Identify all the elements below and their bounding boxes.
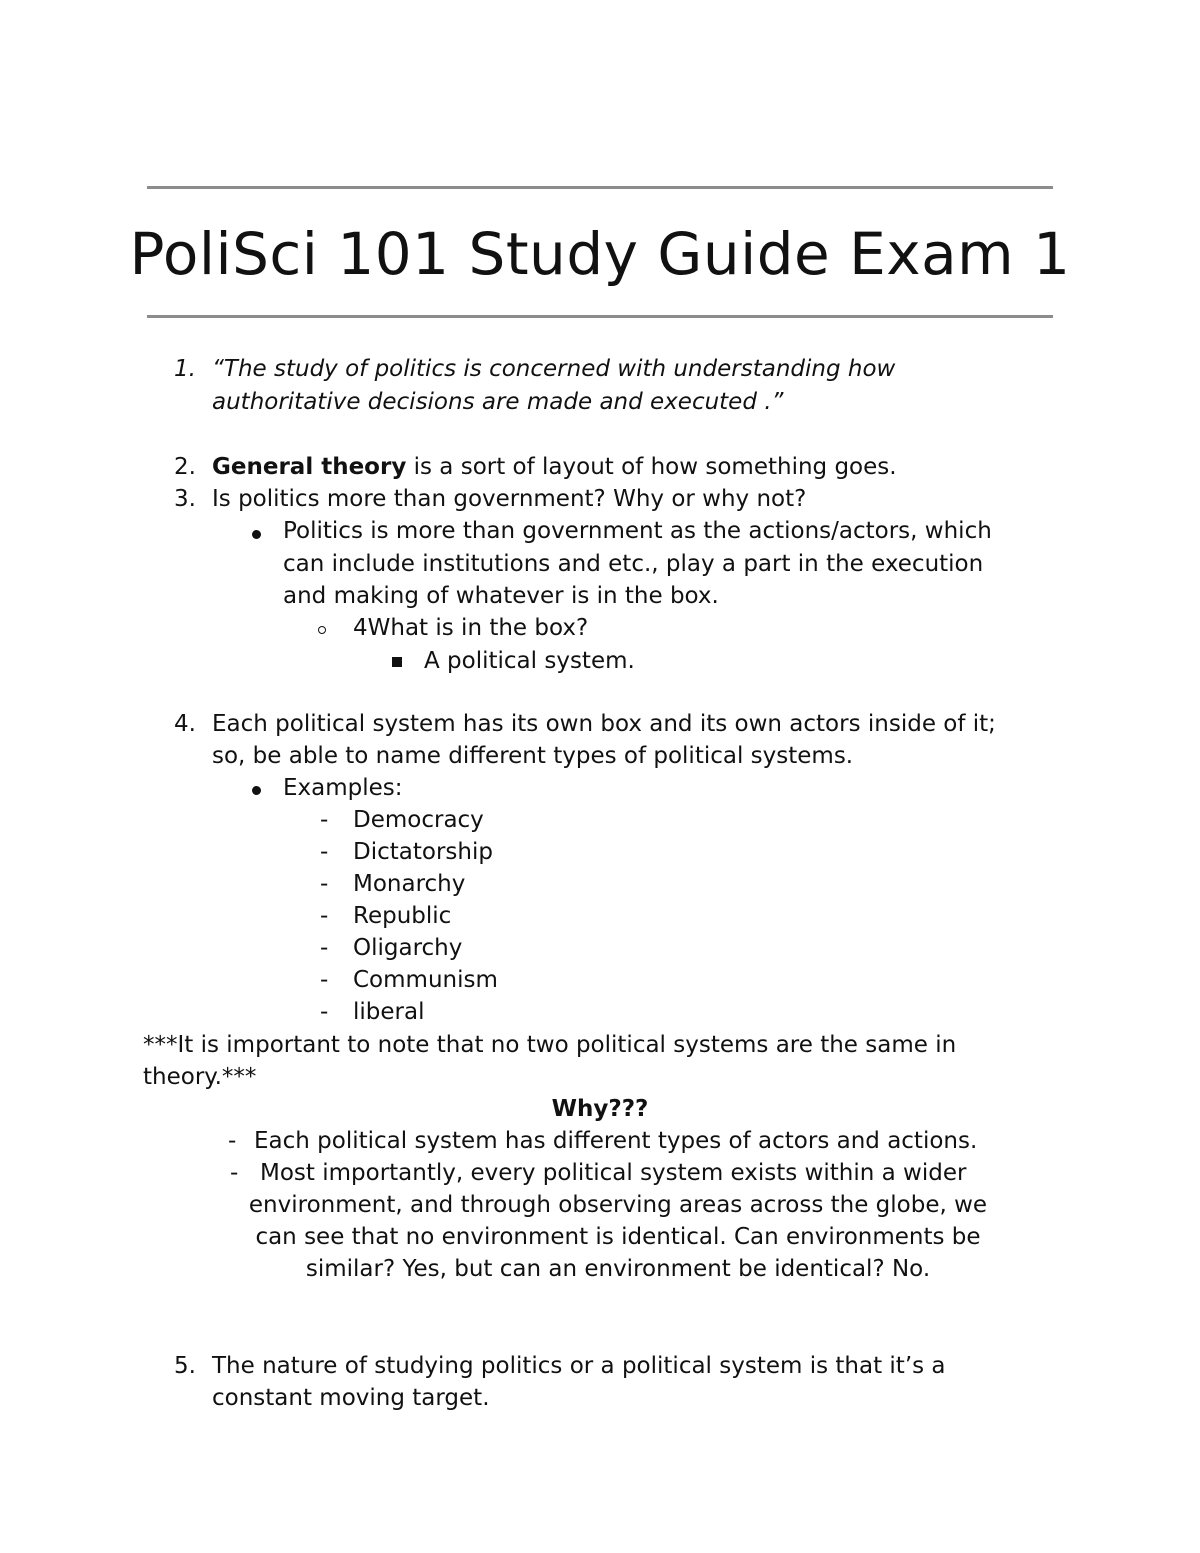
- note-line-2: theory.***: [143, 1064, 257, 1090]
- top-rule: [147, 186, 1053, 189]
- dash-icon: -: [320, 967, 329, 993]
- example-item: Communism: [353, 967, 498, 993]
- item-4-line-2: so, be able to name different types of political systems.: [212, 743, 854, 769]
- bottom-rule: [147, 315, 1053, 318]
- page-title: PoliSci 101 Study Guide Exam 1: [129, 220, 1071, 288]
- item-3-number: 3.: [174, 486, 196, 512]
- dash-icon: -: [230, 1160, 239, 1186]
- reason-1: Each political system has different types of actors and actions.: [254, 1128, 978, 1154]
- dash-icon: -: [320, 807, 329, 833]
- example-item: Republic: [353, 903, 452, 929]
- item-1-line-1: “The study of politics is concerned with understanding how: [212, 356, 896, 382]
- item-1-line-2: authoritative decisions are made and executed .”: [212, 389, 784, 415]
- example-item: Dictatorship: [353, 839, 493, 865]
- bullet-square-icon: [392, 657, 402, 667]
- item-5-line-2: constant moving target.: [212, 1385, 490, 1411]
- item-3-bullet-line-1: Politics is more than government as the actions/actors, which: [283, 518, 992, 544]
- item-4-number: 4.: [174, 711, 196, 737]
- bullet-circle-icon: [318, 626, 326, 634]
- item-2-term: General theory: [212, 454, 407, 480]
- example-item: Democracy: [353, 807, 484, 833]
- why-heading: Why???: [551, 1096, 649, 1122]
- example-item: Monarchy: [353, 871, 466, 897]
- example-item: liberal: [353, 999, 425, 1025]
- dash-icon: -: [320, 871, 329, 897]
- item-5-number: 5.: [174, 1353, 196, 1379]
- item-1-number: 1.: [174, 356, 196, 382]
- reason-2-line-3: can see that no environment is identical. Can environments be: [255, 1224, 981, 1250]
- item-3-bullet-line-2: can include institutions and etc., play a part in the execution: [283, 551, 984, 577]
- bullet-dot-icon: [252, 786, 261, 795]
- dash-icon: -: [320, 935, 329, 961]
- note-line-1: ***It is important to note that no two political systems are the same in: [143, 1032, 957, 1058]
- examples-label: Examples:: [283, 775, 403, 801]
- item-2-number: 2.: [174, 454, 196, 480]
- reason-2-line-2: environment, and through observing areas across the globe, we: [248, 1192, 988, 1218]
- dash-icon: -: [320, 839, 329, 865]
- item-3-question: Is politics more than government? Why or why not?: [212, 486, 807, 512]
- item-3-bullet-line-3: and making of whatever is in the box.: [283, 583, 719, 609]
- item-4-line-1: Each political system has its own box and its own actors inside of it;: [212, 711, 996, 737]
- dash-icon: -: [320, 903, 329, 929]
- dash-icon: -: [320, 999, 329, 1025]
- item-2-definition: is a sort of layout of how something goes.: [406, 454, 897, 480]
- item-2-text: [212, 451, 897, 483]
- dash-icon: -: [228, 1128, 237, 1154]
- item-5-line-1: The nature of studying politics or a political system is that it’s a: [212, 1353, 946, 1379]
- example-item: Oligarchy: [353, 935, 463, 961]
- item-3-sub-answer: A political system.: [424, 648, 635, 674]
- reason-2-line-1: Most importantly, every political system exists within a wider: [260, 1160, 967, 1186]
- reason-2-line-4: similar? Yes, but can an environment be identical? No.: [305, 1256, 931, 1282]
- item-3-sub-question: 4What is in the box?: [353, 615, 589, 641]
- bullet-dot-icon: [252, 530, 261, 539]
